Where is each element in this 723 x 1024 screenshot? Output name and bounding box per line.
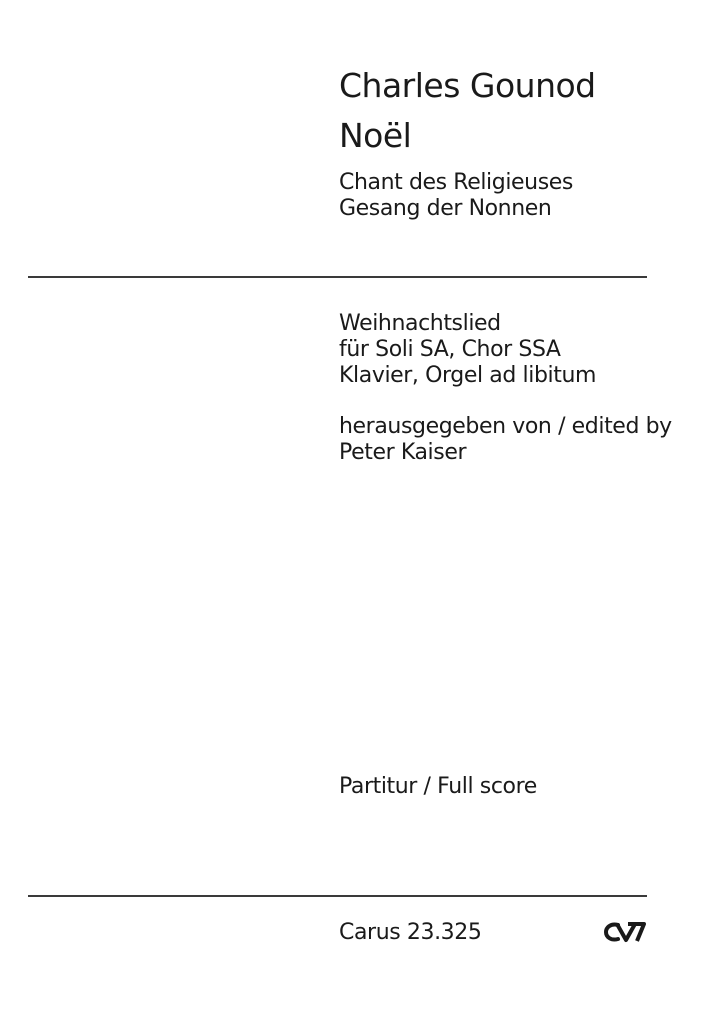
carus-logo-icon [604, 920, 646, 944]
subtitle-german: Gesang der Nonnen [339, 196, 552, 221]
score-type: Partitur / Full score [339, 774, 537, 799]
subtitle-french: Chant des Religieuses [339, 170, 573, 195]
catalog-number: Carus 23.325 [339, 920, 482, 945]
description-voices: für Soli SA, Chor SSA [339, 337, 561, 362]
bottom-divider [28, 895, 647, 897]
editor-name: Peter Kaiser [339, 440, 467, 465]
edited-by-label: herausgegeben von / edited by [339, 414, 672, 439]
composer-name: Charles Gounod [339, 66, 596, 105]
work-title: Noël [339, 116, 412, 155]
top-divider [28, 276, 647, 278]
description-genre: Weihnachtslied [339, 311, 501, 336]
description-instruments: Klavier, Orgel ad libitum [339, 363, 597, 388]
